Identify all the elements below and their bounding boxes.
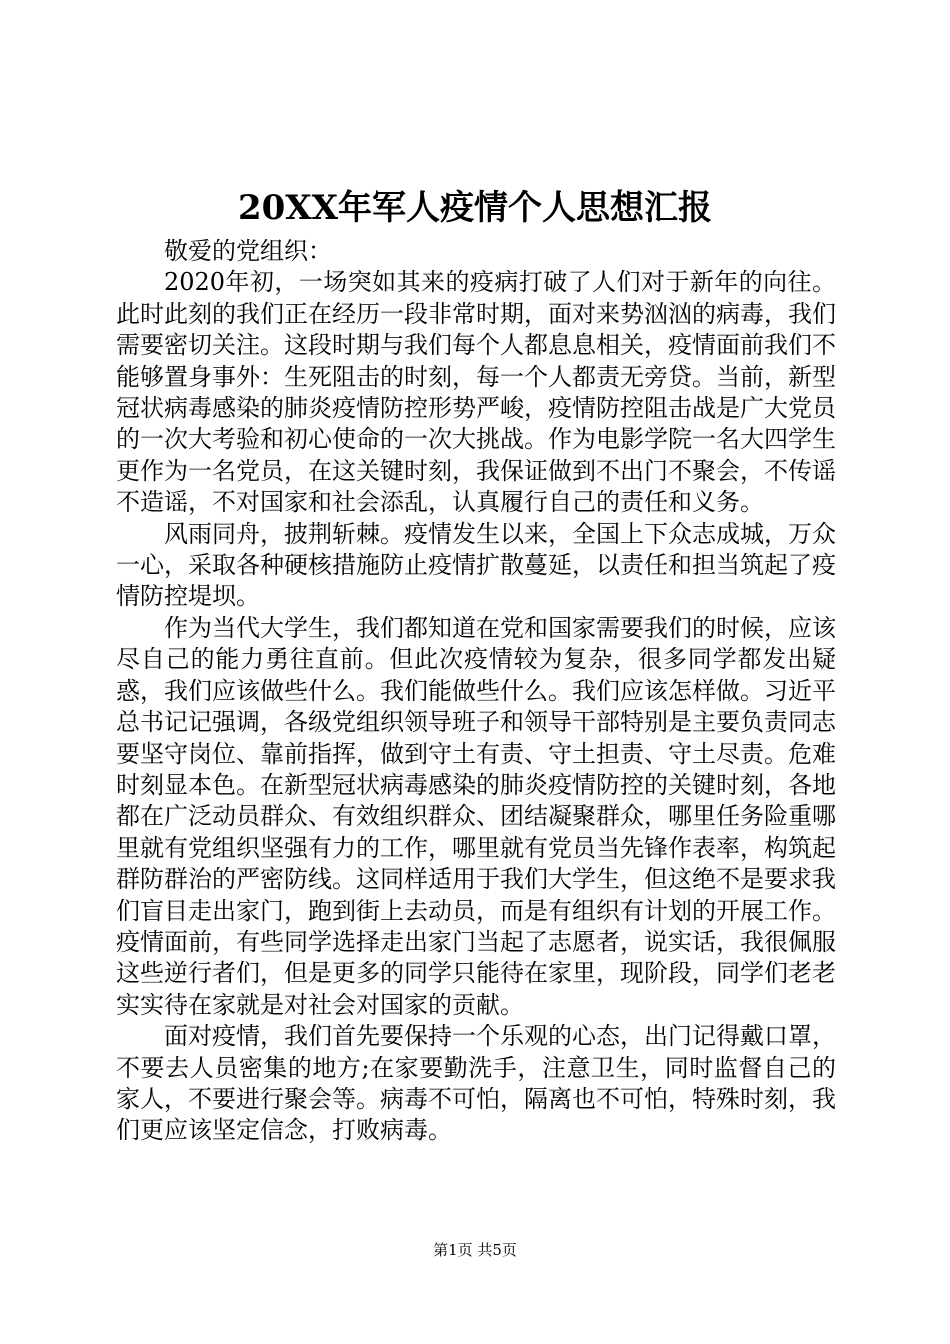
- document-body: [116, 236, 836, 1147]
- salutation: 敬爱的党组织：: [164, 237, 332, 265]
- paragraph-3: 作为当代大学生，我们都知道在党和国家需要我们的时候，应该尽自己的能力勇往直前。但此次疫情较为复杂，很多同学都发出疑惑，我们应该做些什么。我们能做些什么。我们应该怎样做。习近平总书记记强调，各级党组织领导班子和领导干部特别是主要负责同志要坚守岗位、靠前指挥，做到守土有责、守土担责、守土尽责。危难时刻显本色。在新型冠状病毒感染的肺炎疫情防控的关键时刻，各地都在广泛动员群众、有效组织群众、团结凝聚群众，哪里任务险重哪里就有党组织坚强有力的工作，哪里就有党员当先锋作表率，构筑起群防群治的严密防线。这同样适用于我们大学生，但这绝不是要求我们盲目走出家门，跑到街上去动员，而是有组织有计划的开展工作。疫情面前，有些同学选择走出家门当起了志愿者，说实话，我很佩服这些逆行者们，但是更多的同学只能待在家里，现阶段，同学们老老实实待在家就是对社会对国家的贡献。: [116, 613, 836, 1019]
- paragraph-2: 风雨同舟，披荆斩棘。疫情发生以来，全国上下众志成城，万众一心，采取各种硬核措施防止疫情扩散蔓延，以责任和担当筑起了疫情防控堤坝。: [116, 519, 836, 611]
- paragraph-4: 面对疫情，我们首先要保持一个乐观的心态，出门记得戴口罩，不要去人员密集的地方;在家要勤洗手，注意卫生，同时监督自己的家人，不要进行聚会等。病毒不可怕，隔离也不可怕，特殊时刻，我们更应该坚定信念，打败病毒。: [116, 1022, 836, 1145]
- document-title: 20XX年军人疫情个人思想汇报: [237, 188, 713, 228]
- page-number-footer: 第1页 共5页: [433, 1241, 517, 1259]
- paragraph-1: 2020年初，一场突如其来的疫病打破了人们对于新年的向往。此时此刻的我们正在经历一段非常时期，面对来势汹汹的病毒，我们需要密切关注。这段时期与我们每个人都息息相关，疫情面前我们不能够置身事外：生死阻击的时刻，每一个人都责无旁贷。当前，新型冠状病毒感染的肺炎疫情防控形势严峻，疫情防控阻击战是广大党员的一次大考验和初心使命的一次大挑战。作为电影学院一名大四学生更作为一名党员，在这关键时刻，我保证做到不出门不聚会，不传谣不造谣，不对国家和社会添乱，认真履行自己的责任和义务。: [116, 268, 836, 517]
